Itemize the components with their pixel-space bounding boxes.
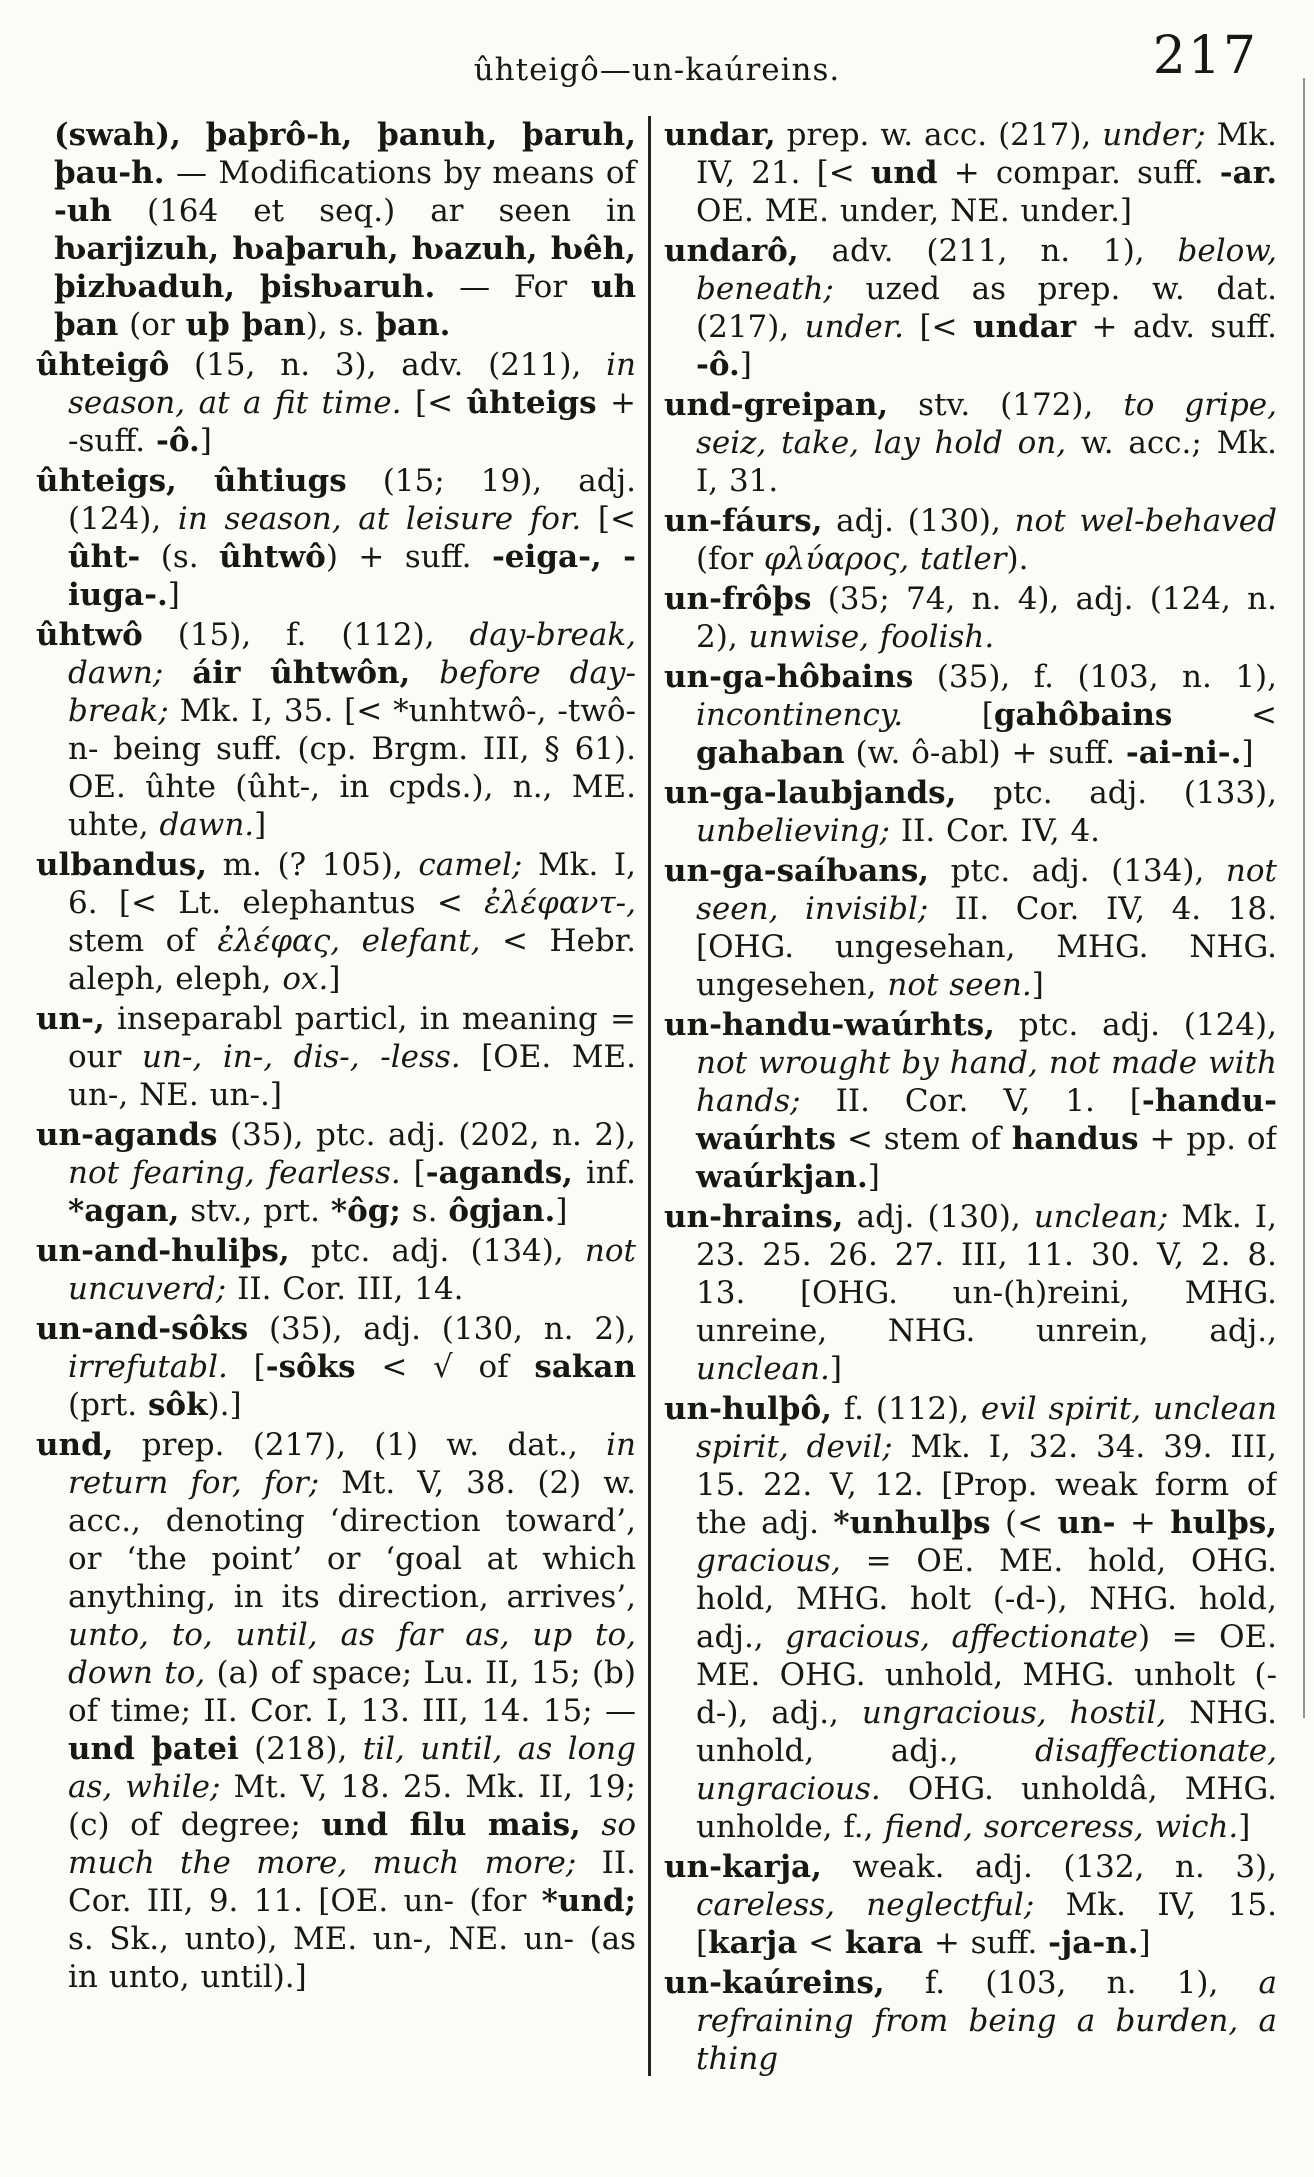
bold-text: un-karja,	[664, 1849, 822, 1885]
bold-text: un-hulþô,	[664, 1391, 832, 1427]
italic-gloss-text: under.	[804, 309, 905, 345]
italic-gloss-text: evil spirit, unclean spirit, devil;	[696, 1391, 1277, 1465]
bold-text: kara	[845, 1925, 923, 1961]
dictionary-entry	[664, 852, 1277, 1004]
dictionary-entry	[36, 1116, 636, 1230]
plain-text: ptc. adj. (124),	[994, 1007, 1277, 1043]
plain-text	[340, 923, 362, 959]
bold-text: karja	[708, 1925, 798, 1961]
italic-gloss-text: un-, in-, dis-, -less.	[142, 1039, 461, 1075]
bold-text: *ôg;	[330, 1193, 401, 1229]
dictionary-entry	[36, 1000, 636, 1114]
italic-gloss-text: disaffectionate, ungracious.	[696, 1733, 1277, 1807]
plain-text: (218),	[238, 1731, 363, 1767]
bold-text: ûhtwô	[219, 539, 326, 575]
dictionary-entry	[664, 580, 1277, 656]
bold-text: un-and-huliþs,	[36, 1233, 290, 1269]
plain-text: II. Cor. III, 14.	[226, 1271, 464, 1307]
plain-text: [<	[904, 309, 973, 345]
bold-text: undar	[972, 309, 1077, 345]
plain-text: m. (? 105),	[207, 847, 419, 883]
italic-gloss-text: not uncuverd;	[68, 1233, 636, 1307]
plain-text: [<	[401, 385, 467, 421]
dictionary-entry	[664, 1390, 1277, 1846]
plain-text: (s.	[140, 539, 220, 575]
plain-text: ptc. adj. (134),	[289, 1233, 585, 1269]
plain-text: ]	[829, 1351, 842, 1387]
plain-text: [	[227, 1349, 266, 1385]
plain-text: II. Cor. III, 9. 11. [OE. un- (for	[68, 1845, 636, 1919]
bold-text: *und;	[541, 1883, 636, 1919]
bold-text: un-frôþs	[664, 581, 812, 617]
italic-gloss-text: a refraining from being a burden, a thing	[696, 1965, 1277, 2077]
column-divider-rule	[648, 116, 651, 2076]
dictionary-entry	[36, 616, 636, 844]
bold-text: un-and-sôks	[36, 1311, 249, 1347]
italic-gloss-text: not wrought by hand, not made with hands;	[696, 1045, 1277, 1119]
italic-gloss-text: unclean.	[696, 1351, 830, 1387]
plain-text: (15, n. 3), adv. (211),	[169, 347, 607, 383]
italic-gloss-text: fiend, sorceress, wich.	[884, 1809, 1239, 1845]
bold-text: áir ûhtwôn,	[192, 655, 411, 691]
bold-text: -sôks	[265, 1349, 356, 1385]
italic-gloss-text: below, beneath;	[696, 233, 1277, 307]
bold-text: un-hrains,	[664, 1199, 844, 1235]
italic-gloss-text: ἐλέφαντ-,	[484, 885, 636, 921]
bold-text: ûhteigô	[36, 347, 170, 383]
plain-text: < Hebr. aleph, eleph,	[68, 923, 636, 997]
plain-text: Mk. I, 23. 25. 26. 27. III, 11. 30. V, 2. 8. 13. [OHG. un-(h)reini, MHG. unreine, NHG. unrein, adj.,	[696, 1199, 1277, 1349]
italic-gloss-text: irrefutabl.	[68, 1349, 228, 1385]
plain-text: (w. ô-abl) + suff.	[844, 735, 1126, 771]
plain-text: + suff.	[922, 1925, 1049, 1961]
bold-text: ûhteigs	[466, 385, 597, 421]
italic-gloss-text: φλύαρος,	[763, 541, 910, 577]
bold-text: uþ þan	[185, 307, 306, 343]
plain-text: inseparabl particl, in meaning = our	[68, 1001, 636, 1075]
plain-text: (a) of space; Lu. II, 15; (b) of time; II. Cor. I, 13. III, 14. 15; —	[68, 1655, 636, 1729]
plain-text: (35), adj. (130, n. 2),	[248, 1311, 636, 1347]
bold-text: -ô.	[696, 347, 740, 383]
italic-gloss-text: to gripe, seiz, take, lay hold on,	[696, 387, 1277, 461]
plain-text: ]	[1241, 735, 1254, 771]
bold-text: handus	[1011, 1121, 1139, 1157]
plain-text: Mk. I, 35. [< *unhtwô-, -twô-n- being suff. (cp. Brgm. III, § 61). OE. ûhte (ûht-, in cpds.), n., ME. uhte,	[68, 693, 636, 843]
plain-text: inf.	[572, 1155, 636, 1191]
plain-text: uzed as prep. w. dat. (217),	[696, 271, 1277, 345]
plain-text: +	[1115, 1505, 1171, 1541]
italic-gloss-text: til, until, as long as, while;	[68, 1731, 636, 1805]
plain-text: (for	[696, 541, 764, 577]
plain-text	[581, 1807, 602, 1843]
bold-text: -uh	[54, 193, 112, 229]
dictionary-entry	[664, 116, 1277, 230]
plain-text: — For	[435, 269, 591, 305]
plain-text: II. Cor. IV, 4. 18. [OHG. ungesehan, MHG. NHG. ungesehen,	[696, 891, 1277, 1003]
italic-gloss-text: not seen, invisibl;	[696, 853, 1277, 927]
italic-gloss-text: elefant,	[361, 923, 481, 959]
plain-text: (35), ptc. adj. (202, n. 2),	[217, 1117, 636, 1153]
italic-gloss-text: ox.	[282, 961, 329, 997]
plain-text: + pp. of	[1138, 1121, 1277, 1157]
italic-gloss-text: day-break, dawn;	[68, 617, 636, 691]
dictionary-entry	[664, 774, 1277, 850]
italic-gloss-text: not seen.	[887, 967, 1032, 1003]
page-edge-line	[1303, 78, 1305, 1718]
bold-text: und þatei	[68, 1731, 239, 1767]
plain-text: II. Cor. IV, 4.	[889, 813, 1101, 849]
plain-text: [	[903, 697, 994, 733]
bold-text: *unhulþs	[833, 1505, 991, 1541]
bold-text: hulþs,	[1170, 1505, 1277, 1541]
dictionary-entry	[664, 658, 1277, 772]
plain-text: Mk. IV, 21. [<	[696, 117, 1277, 191]
plain-text: [	[400, 1155, 426, 1191]
page-number: 217	[1152, 26, 1258, 86]
plain-text: (<	[990, 1505, 1058, 1541]
continuation-entry	[36, 116, 636, 344]
plain-text: OE. ME. under, NE. under.]	[696, 193, 1133, 229]
italic-gloss-text: before day-break;	[68, 655, 636, 729]
plain-text: (35), f. (103, n. 1),	[913, 659, 1277, 695]
plain-text: ]	[167, 577, 180, 613]
bold-text: -ja-n.	[1048, 1925, 1139, 1961]
plain-text: NHG. unhold, adj.,	[696, 1695, 1277, 1769]
plain-text: ]	[1138, 1925, 1151, 1961]
italic-gloss-text: in season, at a fit time.	[68, 347, 636, 421]
bold-text: und	[870, 155, 938, 191]
plain-text: ptc. adj. (133),	[956, 775, 1277, 811]
plain-text: = OE. ME. hold, OHG. hold, MHG. holt (-d-), NHG. hold, adj.,	[696, 1543, 1277, 1655]
italic-gloss-text: in return for, for;	[68, 1427, 636, 1501]
plain-text: OHG. unholdâ, MHG. unholde, f.,	[696, 1771, 1277, 1845]
bold-text: -handu-waúrhts	[696, 1083, 1277, 1157]
bold-text: und-greipan,	[664, 387, 889, 423]
bold-text: ûhteigs, ûhtiugs	[36, 463, 347, 499]
italic-gloss-text: ungracious, hostil,	[861, 1695, 1167, 1731]
bold-text: gahôbains	[993, 697, 1173, 733]
bold-text: und,	[36, 1427, 114, 1463]
plain-text: ), s.	[305, 307, 376, 343]
plain-text: Mk. I, 32. 34. 39. III, 15. 22. V, 12. [Prop. weak form of the adj.	[696, 1429, 1277, 1541]
bold-text: un-fáurs,	[664, 503, 823, 539]
bold-text: ulbandus,	[36, 847, 208, 883]
running-head	[0, 0, 1314, 116]
plain-text: ]	[739, 347, 752, 383]
italic-gloss-text: unto, to, until, as far as, up to, down to,	[68, 1617, 636, 1691]
bold-text: gahaban	[696, 735, 845, 771]
plain-text: f. (103, n. 1),	[884, 1965, 1259, 2001]
plain-text: (164 et seq.) ar seen in	[111, 193, 636, 229]
italic-gloss-text: so much the more, much more;	[68, 1807, 636, 1881]
italic-gloss-text: in season, at leisure for.	[177, 501, 582, 537]
dictionary-entry	[664, 1198, 1277, 1388]
plain-text: stem of	[68, 923, 218, 959]
dictionary-entry	[36, 462, 636, 614]
dictionary-entry	[36, 346, 636, 460]
plain-text: prep. w. acc. (217),	[775, 117, 1103, 153]
plain-text: f. (112),	[831, 1391, 981, 1427]
plain-text: ptc. adj. (134),	[929, 853, 1226, 889]
bold-text: un-ga-hôbains	[664, 659, 914, 695]
plain-text: w. acc.; Mk. I, 31.	[696, 425, 1277, 499]
plain-text: Mk. IV, 15. [	[696, 1887, 1277, 1961]
plain-text: [OE. ME. un-, NE. un-.]	[68, 1039, 636, 1113]
plain-text: ]	[1031, 967, 1044, 1003]
bold-text: -ô.	[155, 423, 200, 459]
dictionary-entry	[664, 1964, 1277, 2078]
bold-text: ûht-	[68, 539, 141, 575]
plain-text: stv. (172),	[888, 387, 1124, 423]
bold-text: *agan,	[68, 1193, 180, 1229]
italic-gloss-text: not fearing, fearless.	[68, 1155, 401, 1191]
plain-text: + adv. suff.	[1076, 309, 1277, 345]
bold-text: þan.	[375, 307, 451, 343]
plain-text: + compar. suff.	[937, 155, 1220, 191]
bold-text: ûhtwô	[36, 617, 143, 653]
bold-text: (swah), þaþrô-h, þanuh, þaruh, þau-h.	[54, 117, 636, 191]
bold-text: -eiga-, -iuga-.	[68, 539, 636, 613]
dictionary-entry	[664, 1006, 1277, 1196]
dictionary-entry	[664, 386, 1277, 500]
plain-text: [<	[581, 501, 636, 537]
plain-text: <	[1172, 697, 1277, 733]
plain-text: ).]	[207, 1387, 242, 1423]
bold-text: waúrkjan.	[696, 1159, 868, 1195]
plain-text: (35; 74, n. 4), adj. (124, n. 2),	[696, 581, 1277, 655]
plain-text: — Modifications by means of	[164, 155, 636, 191]
italic-gloss-text: unclean;	[1033, 1199, 1169, 1235]
plain-text: (15), f. (112),	[142, 617, 470, 653]
bold-text: und filu mais,	[321, 1807, 581, 1843]
dictionary-entry	[664, 1848, 1277, 1962]
italic-gloss-text: not wel-behaved	[1014, 503, 1277, 539]
plain-text: adj. (130),	[822, 503, 1015, 539]
bold-text: ôgjan.	[448, 1193, 556, 1229]
dictionary-entry	[36, 1310, 636, 1424]
plain-text: adj. (130),	[843, 1199, 1034, 1235]
italic-gloss-text: unbelieving;	[696, 813, 890, 849]
bold-text: -agands,	[425, 1155, 573, 1191]
plain-text: < √ of	[355, 1349, 535, 1385]
italic-gloss-text: incontinency.	[696, 697, 904, 733]
bold-text: un-ga-saíƕans,	[664, 853, 930, 889]
plain-text: s. Sk., unto), ME. un-, NE. un- (as in unto, until).]	[68, 1921, 636, 1995]
italic-gloss-text: ἐλέφας,	[217, 923, 341, 959]
plain-text: (prt.	[68, 1387, 148, 1423]
italic-gloss-text: camel;	[418, 847, 523, 883]
plain-text	[163, 655, 192, 691]
plain-text: <	[797, 1925, 845, 1961]
plain-text: ]	[555, 1193, 568, 1229]
dictionary-entry	[36, 846, 636, 998]
plain-text: s.	[400, 1193, 449, 1229]
running-head-title: ûhteigô—un-kaúreins.	[473, 52, 841, 88]
italic-gloss-text: gracious,	[696, 1543, 841, 1579]
bold-text: sakan	[534, 1349, 637, 1385]
plain-text: Mk. I, 6. [< Lt. elephantus <	[68, 847, 636, 921]
bold-text: ƕarjizuh, ƕaþaruh, ƕazuh, ƕêh, þizƕaduh, þisƕaruh.	[54, 231, 636, 305]
bold-text: un-,	[36, 1001, 105, 1037]
plain-text: II. Cor. V, 1. [	[800, 1083, 1142, 1119]
bold-text: un-kaúreins,	[664, 1965, 885, 2001]
bold-text: undarô,	[664, 233, 799, 269]
plain-text: Mt. V, 18. 25. Mk. II, 19; (c) of degree;	[68, 1769, 636, 1843]
left-column	[36, 116, 636, 2091]
plain-text: (15; 19), adj. (124),	[68, 463, 636, 537]
plain-text: ) + suff.	[325, 539, 492, 575]
plain-text: ]	[867, 1159, 880, 1195]
plain-text: ).	[1006, 541, 1029, 577]
italic-gloss-text: unwise, foolish.	[748, 619, 995, 655]
bold-text: un-ga-laubjands,	[664, 775, 957, 811]
plain-text: stv., prt.	[179, 1193, 331, 1229]
italic-gloss-text: tatler	[920, 541, 1007, 577]
plain-text: ]	[328, 961, 341, 997]
plain-text: ]	[1238, 1809, 1251, 1845]
page-body	[36, 116, 1277, 2091]
right-column	[664, 116, 1277, 2091]
plain-text: ) = OE. ME. OHG. unhold, MHG. unholt (-d-), adj.,	[696, 1619, 1277, 1731]
plain-text	[410, 655, 439, 691]
italic-gloss-text: careless, neglectful;	[696, 1887, 1035, 1923]
italic-gloss-text: under;	[1102, 117, 1206, 153]
dictionary-entry	[664, 232, 1277, 384]
plain-text: + -suff.	[68, 385, 636, 459]
bold-text: un-agands	[36, 1117, 218, 1153]
plain-text: ]	[199, 423, 212, 459]
plain-text: Mt. V, 38. (2) w. acc., denoting ‘direction toward’, or ‘the point’ or ‘goal at which anything, in its direction, arrives’,	[68, 1465, 636, 1615]
plain-text: adv. (211, n. 1),	[798, 233, 1178, 269]
plain-text: ]	[254, 807, 267, 843]
italic-gloss-text: gracious, affectionate	[785, 1619, 1138, 1655]
bold-text: un-handu-waúrhts,	[664, 1007, 995, 1043]
plain-text: (or	[118, 307, 186, 343]
bold-text: uh þan	[54, 269, 637, 343]
plain-text	[909, 541, 920, 577]
bold-text: sôk	[147, 1387, 208, 1423]
plain-text: prep. (217), (1) w. dat.,	[113, 1427, 607, 1463]
dictionary-entry	[36, 1426, 636, 1996]
dictionary-entry	[664, 502, 1277, 578]
bold-text: -ai-ni-.	[1125, 735, 1242, 771]
bold-text: un-	[1057, 1505, 1116, 1541]
plain-text: < stem of	[835, 1121, 1012, 1157]
bold-text: undar,	[664, 117, 776, 153]
plain-text: weak. adj. (132, n. 3),	[821, 1849, 1277, 1885]
bold-text: -ar.	[1219, 155, 1277, 191]
dictionary-entry	[36, 1232, 636, 1308]
italic-gloss-text: dawn.	[159, 807, 255, 843]
